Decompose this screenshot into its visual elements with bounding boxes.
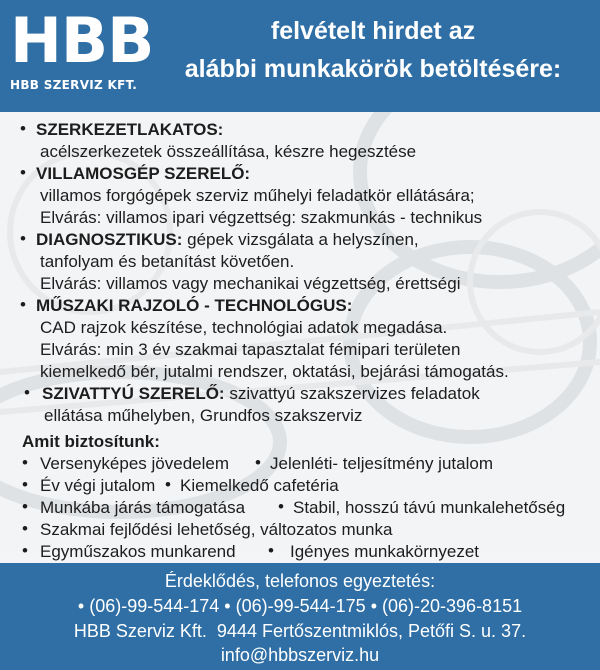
phone-number[interactable]: (06)-99-544-175	[235, 596, 366, 616]
position-description: ellátása műhelyben, Grundfos szakszerviz	[44, 406, 363, 425]
position-description: acélszerkezetek összeállítása, készre hegesztése	[40, 142, 417, 161]
position-heading-row	[36, 229, 419, 251]
bullet-icon: •	[20, 119, 26, 138]
position-title: VILLAMOSGÉP SZERELŐ:	[36, 164, 251, 183]
position-heading-row	[42, 383, 480, 405]
position-requirement: Elvárás: villamos vagy mechanikai végzettség, érettségi	[40, 274, 461, 293]
logo-company-name: HBB SZERVIZ KFT.	[10, 78, 138, 92]
bullet-icon: •	[224, 596, 236, 616]
benefit-item: Év végi jutalom	[40, 476, 156, 495]
bullet-icon: •	[22, 497, 28, 516]
position-requirement: Elvárás: min 3 év szakmai tapasztalat fémipari területen	[40, 340, 461, 359]
company-logo	[10, 4, 154, 100]
headline-line-1: felvételt hirdet az	[270, 17, 476, 45]
bullet-icon: •	[370, 596, 383, 616]
benefit-item: Kiemelkedő cafetéria	[180, 476, 339, 495]
position-requirement: Elvárás: villamos ipari végzettség: szakmunkás - technikus	[40, 208, 483, 227]
bullet-icon: •	[22, 541, 28, 560]
benefits-heading: Amit biztosítunk:	[22, 432, 160, 451]
headline-line-2: alábbi munkakörök betöltésére:	[184, 55, 562, 83]
position-inline-description: gépek vizsgálata a helyszínen,	[182, 230, 419, 249]
benefit-item: Versenyképes jövedelem	[40, 454, 230, 473]
benefit-item: Stabil, hosszú távú munkalehetőség	[293, 498, 566, 517]
benefit-item: Munkába járás támogatása	[40, 498, 246, 517]
bullet-icon: •	[278, 497, 284, 516]
position-title: SZIVATTYÚ SZERELŐ:	[42, 384, 225, 403]
position-inline-description: szivattyú szakszervizes feladatok	[224, 384, 480, 403]
benefit-item: Jelenléti- teljesítmény jutalom	[270, 454, 493, 473]
contact-heading: Érdeklődés, telefonos egyeztetés:	[164, 571, 436, 591]
benefit-item: Szakmai fejlődési lehetőség, változatos munka	[40, 520, 393, 539]
phone-number[interactable]: (06)-20-396-8151	[382, 596, 523, 616]
position-description: villamos forgógépek szerviz műhelyi feladatkör ellátására;	[40, 186, 475, 205]
phone-numbers	[0, 595, 600, 617]
company-address: HBB Szerviz Kft. 9444 Fertőszentmiklós, Petőfi S. u. 37.	[73, 621, 527, 641]
contact-email[interactable]: info@hbbszerviz.hu	[220, 645, 380, 665]
position-title: DIAGNOSZTIKUS:	[36, 230, 183, 249]
bullet-icon: •	[165, 475, 171, 494]
benefit-item: Egyműszakos munkarend	[40, 542, 236, 561]
bullet-icon: •	[24, 383, 30, 402]
bullet-icon: •	[20, 295, 26, 314]
bullet-icon: •	[255, 453, 261, 472]
headline	[150, 12, 596, 88]
contact-footer	[0, 563, 600, 670]
bullet-icon: •	[20, 229, 26, 248]
bullet-icon: •	[268, 541, 274, 560]
position-benefit-note: kiemelkedő bér, jutalmi rendszer, oktatási, bejárási támogatás.	[40, 362, 509, 381]
bullet-icon: •	[20, 163, 26, 182]
bullet-icon: •	[22, 453, 28, 472]
position-title: MŰSZAKI RAJZOLÓ - TECHNOLÓGUS:	[36, 296, 353, 315]
bullet-icon: •	[22, 475, 28, 494]
position-description: CAD rajzok készítése, technológiai adatok megadása.	[40, 318, 448, 337]
phone-number[interactable]: (06)-99-544-174	[89, 596, 220, 616]
bullet-icon: •	[22, 519, 28, 538]
logo-letters: HBB	[10, 4, 154, 77]
header-banner	[0, 0, 600, 112]
bullet-icon: •	[77, 596, 90, 616]
benefit-item: Igényes munkakörnyezet	[290, 542, 479, 561]
position-description: tanfolyam és betanítást követően.	[40, 252, 295, 271]
position-title: SZERKEZETLAKATOS:	[36, 120, 224, 139]
